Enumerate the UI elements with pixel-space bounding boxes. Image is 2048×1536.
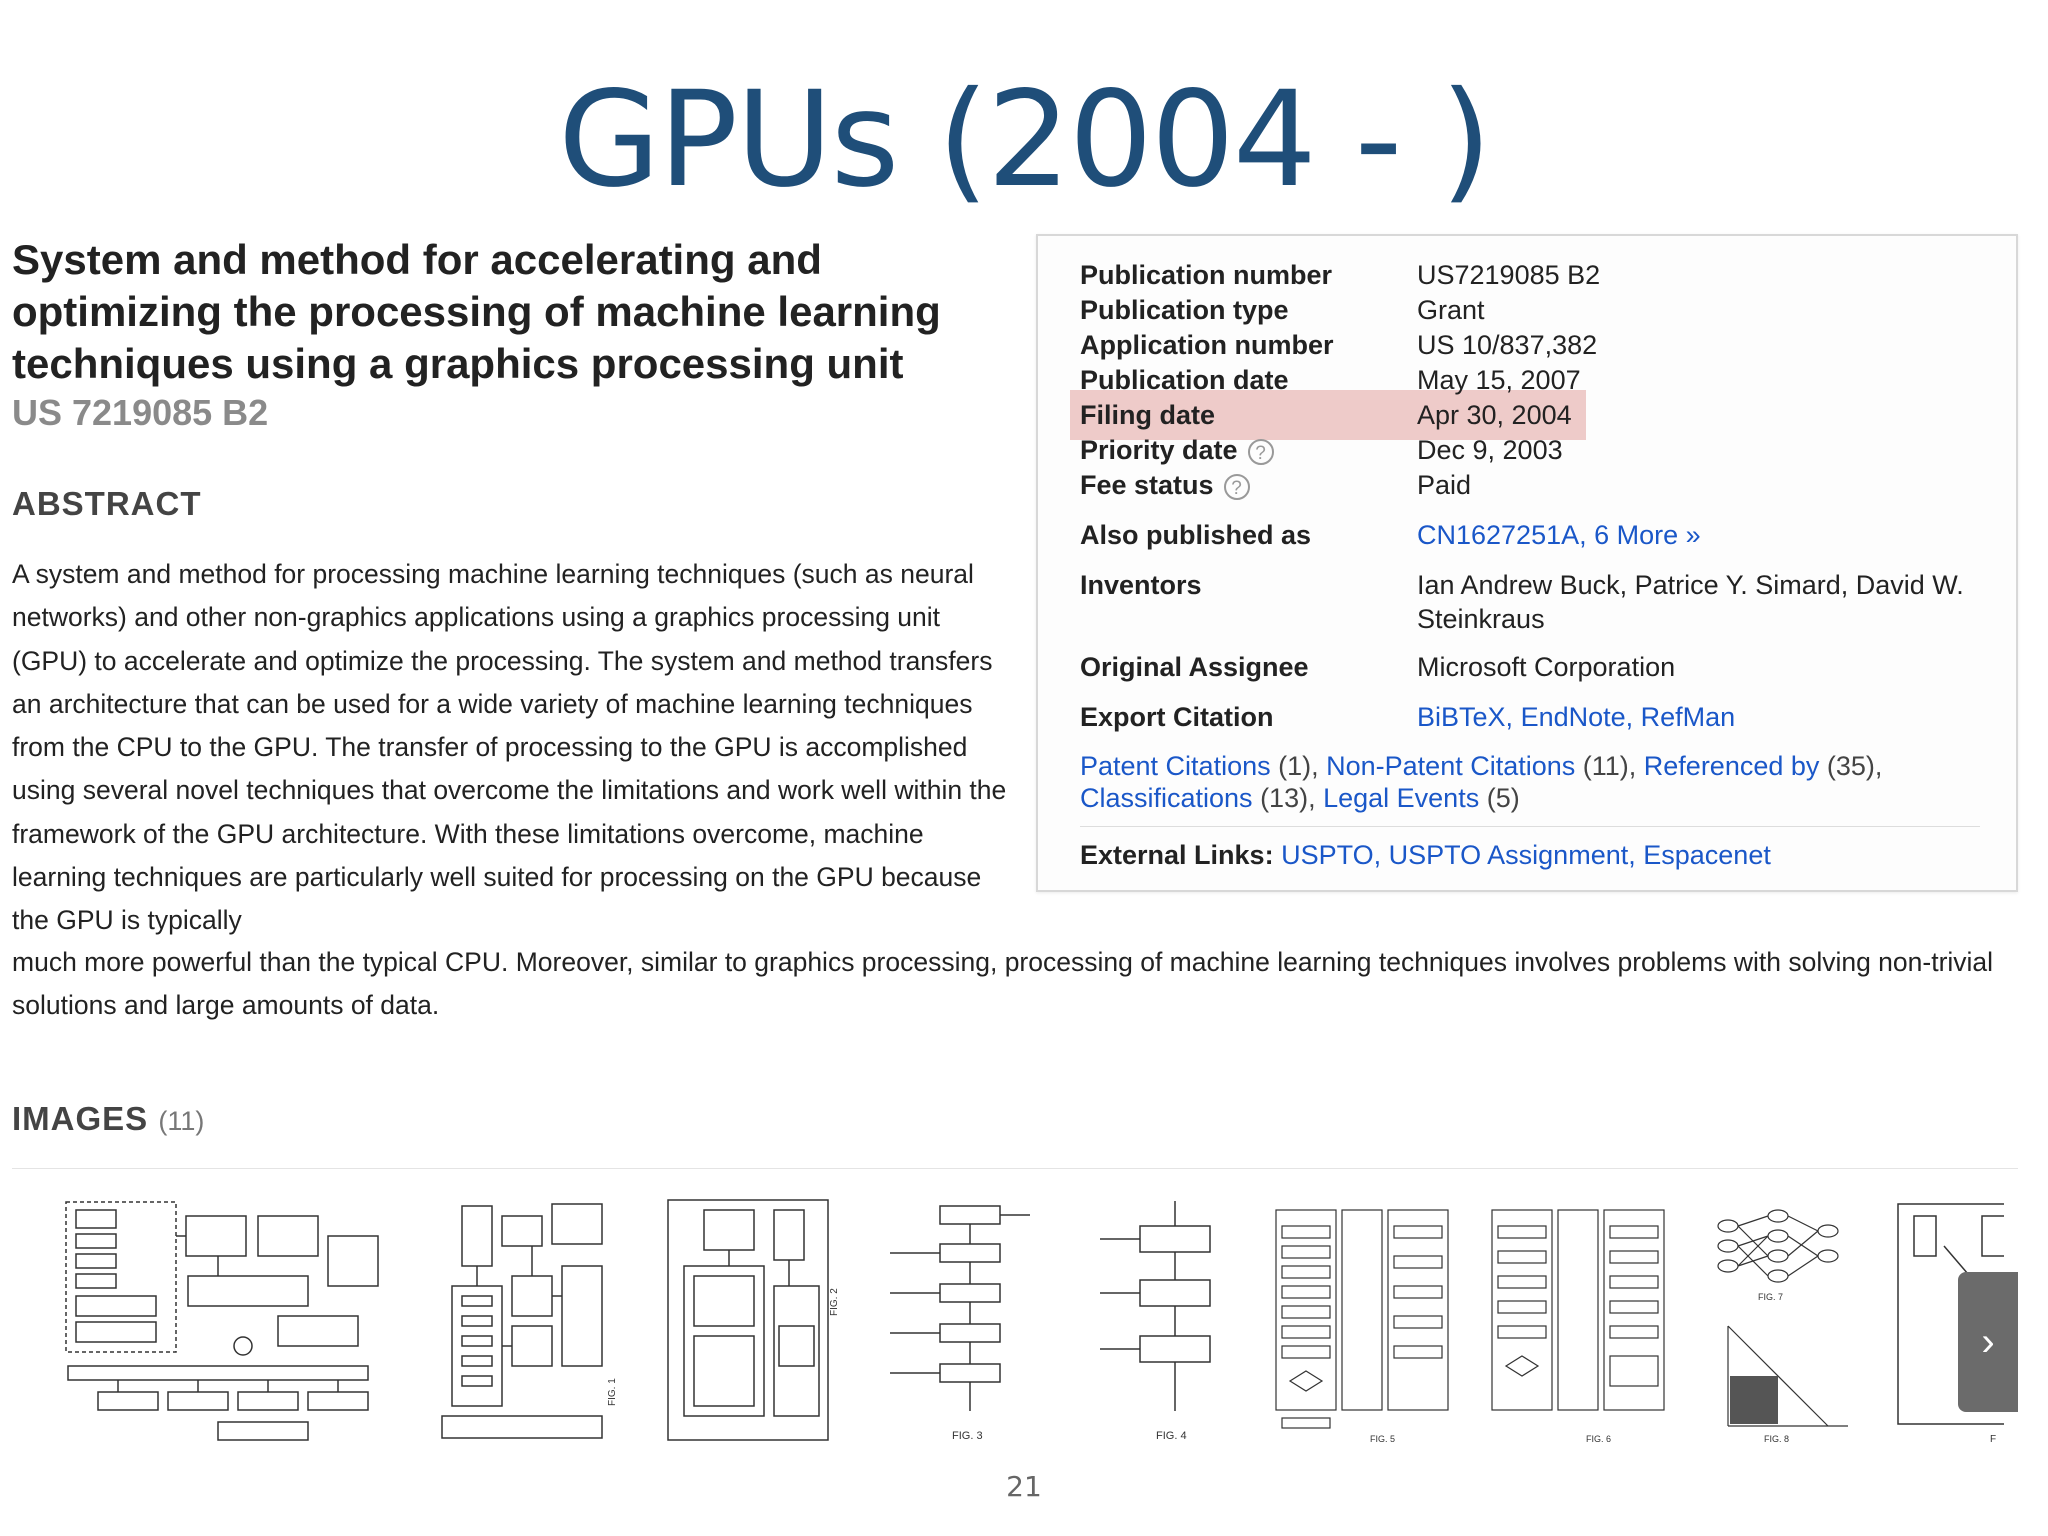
info-label: Inventors — [1080, 570, 1202, 600]
info-label: Original Assignee — [1080, 652, 1309, 682]
figure-label: FIG. 3 — [952, 1430, 983, 1442]
info-label-text: Fee status — [1080, 470, 1214, 500]
info-value — [1417, 518, 1997, 552]
espacenet-link[interactable]: Espacenet — [1643, 840, 1771, 870]
info-label: Export Citation — [1080, 702, 1274, 732]
figure-label: FIG. 7 — [1758, 1292, 1784, 1302]
refman-link[interactable]: RefMan — [1640, 702, 1736, 732]
patent-figure-thumbnail[interactable] — [432, 1196, 622, 1446]
abstract-text-continued: much more powerful than the typical CPU. Moreover, similar to graphics processing, processing of machine learning techniques involves problems with solving non-trivial solutions and large amounts of data. — [12, 947, 1994, 1021]
separator: , — [1579, 520, 1595, 550]
info-value: Dec 9, 2003 — [1417, 435, 1563, 465]
info-label — [1080, 433, 1274, 467]
separator: , — [1628, 840, 1644, 870]
images-heading — [12, 1100, 204, 1138]
info-label-text: Priority date — [1080, 435, 1238, 465]
citations-links — [1080, 750, 2000, 814]
images-heading-label: IMAGES — [12, 1100, 149, 1137]
cn-publication-link[interactable]: CN1627251A — [1417, 520, 1580, 550]
inventors-links[interactable]: Ian Andrew Buck, Patrice Y. Simard, David W. Steinkraus — [1417, 570, 1964, 634]
info-label: Publication number — [1080, 260, 1333, 290]
citation-count: (5) — [1479, 783, 1520, 813]
separator: , — [1625, 702, 1641, 732]
citation-count: (13), — [1252, 783, 1324, 813]
patent-citations-link[interactable]: Patent Citations — [1080, 751, 1271, 781]
images-divider — [12, 1168, 2018, 1169]
citation-count: (1), — [1270, 751, 1327, 781]
separator: , — [1505, 702, 1521, 732]
info-divider — [1080, 826, 1980, 827]
endnote-link[interactable]: EndNote — [1520, 702, 1626, 732]
patent-figure-thumbnail[interactable] — [1090, 1196, 1240, 1446]
patent-info-box — [1036, 234, 2018, 892]
info-label: Publication type — [1080, 295, 1289, 325]
bibtex-link[interactable]: BiBTeX — [1417, 702, 1506, 732]
info-value: Grant — [1417, 295, 1485, 325]
more-publications-link[interactable]: 6 More » — [1594, 520, 1701, 550]
citation-count: (35), — [1819, 751, 1883, 781]
next-images-button[interactable]: › — [1958, 1272, 2018, 1412]
figure-label: FIG. 8 — [1764, 1434, 1790, 1444]
legal-events-link[interactable]: Legal Events — [1323, 783, 1480, 813]
patent-number: US 7219085 B2 — [12, 392, 269, 433]
external-links-label: External Links: — [1080, 840, 1282, 870]
patent-figure-thumbnail[interactable] — [1272, 1196, 1452, 1446]
patent-figure-thumbnail[interactable] — [880, 1196, 1060, 1446]
info-value: US 10/837,382 — [1417, 330, 1598, 360]
info-value: US7219085 B2 — [1417, 260, 1601, 290]
figure-label: FIG. 4 — [1156, 1430, 1187, 1442]
info-value: May 15, 2007 — [1417, 365, 1581, 395]
help-icon[interactable]: ? — [1248, 439, 1274, 465]
patent-figure-thumbnail[interactable] — [664, 1196, 844, 1446]
uspto-link[interactable]: USPTO — [1281, 840, 1374, 870]
images-count: (11) — [158, 1106, 205, 1136]
figure-label: FIG. 2 — [829, 1288, 840, 1316]
info-label: Filing date — [1080, 400, 1215, 430]
abstract-text: A system and method for processing machine learning techniques (such as neural networks) and other non-graphics applications using a graphics processing unit (GPU) to accelerate and optimize the processing. The system and method transfers an architecture that can be used for a wide variety of machine learning techniques from the CPU to the GPU. The transfer of processing to the GPU is accomplished using several novel techniques that overcome the limitations and work well within the framework of the GPU architecture. With these limitations overcome, machine learning techniques are particularly well suited for processing on the GPU because the GPU is typically — [12, 559, 1007, 936]
figure-label: FIG. 5 — [1370, 1434, 1396, 1444]
assignee-link[interactable]: Microsoft Corporation — [1417, 652, 1676, 682]
info-value — [1417, 700, 1997, 734]
external-links-row — [1080, 838, 2000, 872]
info-label: Also published as — [1080, 520, 1312, 550]
info-label: Publication date — [1080, 365, 1289, 395]
non-patent-citations-link[interactable]: Non-Patent Citations — [1326, 751, 1576, 781]
help-icon[interactable]: ? — [1224, 474, 1250, 500]
info-label: Application number — [1080, 330, 1334, 360]
info-value: Paid — [1417, 470, 1472, 500]
citation-count: (11), — [1575, 751, 1644, 781]
patent-figure-thumbnail[interactable] — [58, 1196, 388, 1446]
classifications-link[interactable]: Classifications — [1080, 783, 1253, 813]
info-label — [1080, 468, 1250, 502]
separator: , — [1373, 840, 1389, 870]
figure-label: FIG. 1 — [607, 1378, 618, 1406]
patent-figure-thumbnail[interactable] — [1708, 1196, 1858, 1446]
image-thumbnails — [0, 1196, 2048, 1456]
figure-label: F — [1990, 1434, 1997, 1445]
uspto-assignment-link[interactable]: USPTO Assignment — [1388, 840, 1629, 870]
slide-number: 21 — [1006, 1470, 1042, 1503]
figure-label: FIG. 6 — [1586, 1434, 1612, 1444]
patent-title: System and method for accelerating and optimizing the processing of machine learning techniques using a graphics processing unit — [12, 236, 941, 387]
slide-title: GPUs (2004 - ) — [558, 63, 1490, 217]
patent-figure-thumbnail[interactable] — [1488, 1196, 1668, 1446]
referenced-by-link[interactable]: Referenced by — [1643, 751, 1820, 781]
abstract-heading: ABSTRACT — [12, 485, 202, 522]
info-value: Apr 30, 2004 — [1417, 400, 1572, 430]
